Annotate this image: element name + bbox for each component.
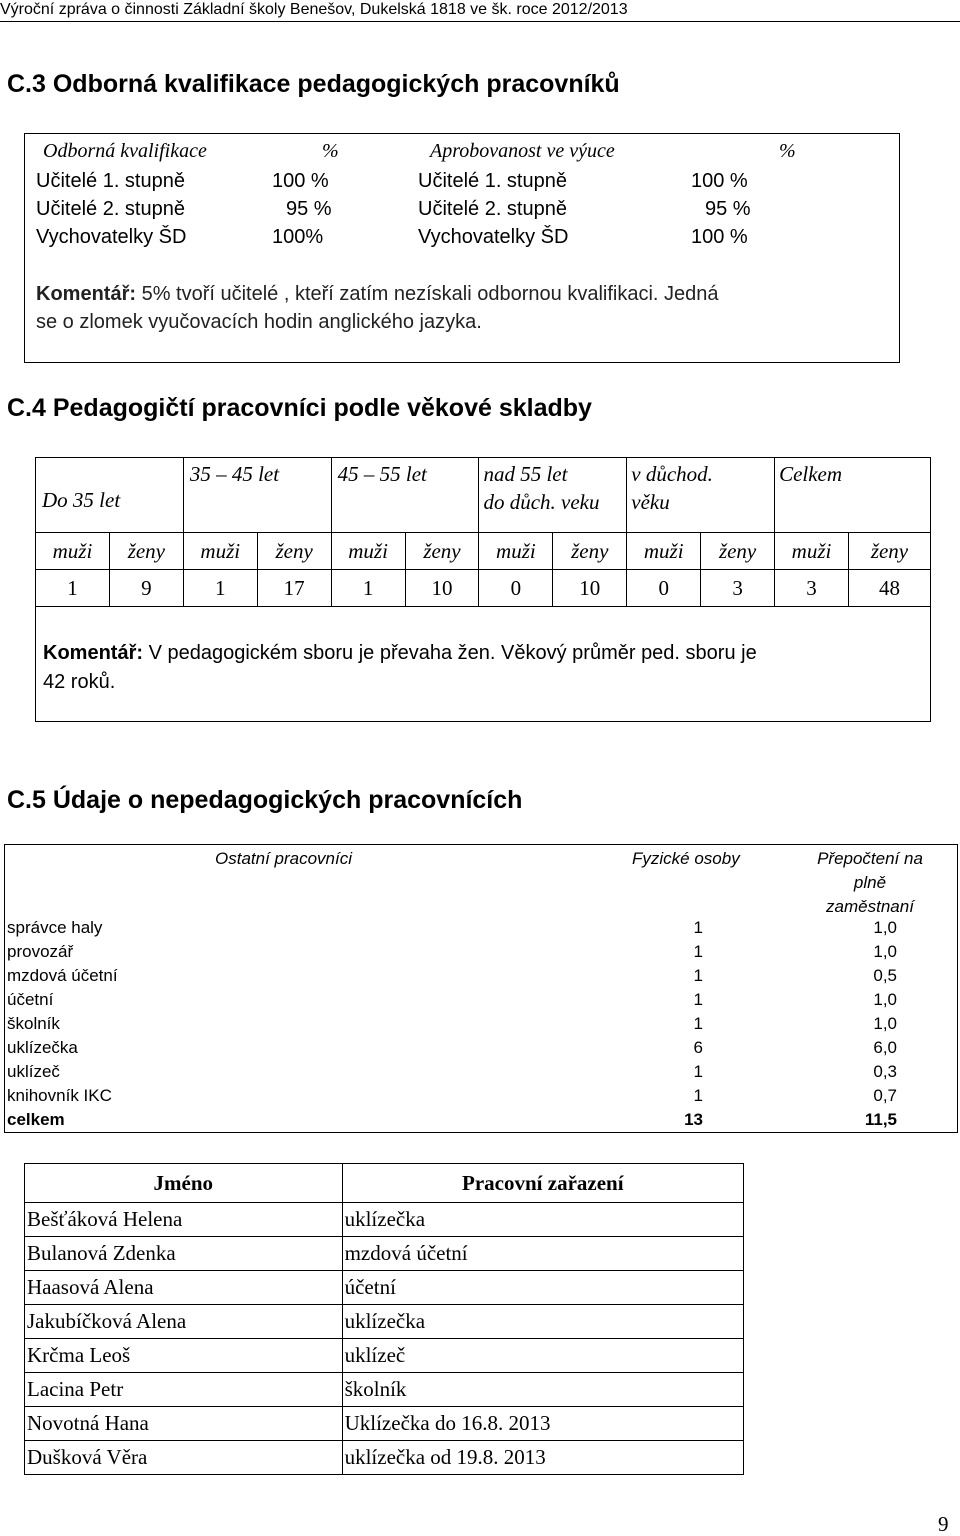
c3-row-label2: Učitelé 2. stupně [418,198,567,220]
c5-header-fte-line2: plně [853,873,887,892]
c3-row-label2: Vychovatelky ŠD [418,226,569,248]
table-row [25,1237,744,1271]
table-row [25,1339,744,1373]
c5-fte: 0,3 [873,1062,897,1081]
c4-gender-cell: ženy [553,533,627,570]
c4-gender-cell: muži [183,533,257,570]
c4-group-label: Celkem [779,462,843,486]
c5-persons: 1 [693,990,703,1009]
c4-group-label: 35 – 45 let [189,462,280,486]
table-row [25,1271,744,1305]
c3-header-pct2: % [779,140,796,162]
c5-role: uklízeč [7,1062,60,1081]
page-number: 9 [938,1512,949,1536]
table-row [5,1012,957,1036]
names-position: uklízeč [342,1339,743,1373]
c3-row-label: Vychovatelky ŠD [36,226,187,248]
c5-header-fte-line1: Přepočtení na [817,849,923,868]
c4-gender-cell: ženy [257,533,331,570]
c4-value-cell: 17 [257,570,331,607]
c5-persons: 1 [693,1014,703,1033]
c5-fte: 6,0 [873,1038,897,1057]
c4-value-cell: 3 [775,570,849,607]
c4-gender-cell: muži [627,533,701,570]
c4-group-45-55 [331,458,479,533]
c3-header-qualification: Odborná kvalifikace [43,140,207,162]
c5-total-persons: 13 [684,1110,703,1129]
c4-gender-row [36,533,931,570]
c5-staff-table [5,916,957,1132]
c4-value-cell: 48 [848,570,930,607]
c5-role: školník [7,1014,60,1033]
c4-group-35-45 [183,458,331,533]
c5-total-fte: 11,5 [864,1110,897,1129]
c4-values-row [36,570,931,607]
c4-value-cell: 3 [701,570,775,607]
c4-group-label: Do 35 let [42,488,121,512]
c3-row-label2: Učitelé 1. stupně [418,170,567,192]
c4-group-total [775,458,931,533]
c4-group-row [36,458,931,533]
table-row [5,988,957,1012]
c4-value-cell: 1 [36,570,110,607]
c5-persons: 1 [693,918,703,937]
c5-role: uklízečka [7,1038,78,1057]
table-row [5,916,957,940]
names-position: uklízečka [342,1203,743,1237]
running-header [0,0,960,22]
c4-comment-label: Komentář: [43,642,144,664]
section-heading-c5: C.5 Údaje o nepedagogických pracovnících [7,786,523,814]
c4-gender-cell: muži [331,533,405,570]
c5-header-persons: Fyzické osoby [632,849,740,868]
c5-persons: 1 [693,1086,703,1105]
c3-header-approbation: Aprobovanost ve výuce [430,140,615,162]
c5-persons: 1 [693,966,703,985]
c3-row-label: Učitelé 2. stupně [36,198,185,220]
c4-age-table [35,457,931,607]
c4-value-cell: 10 [553,570,627,607]
c4-group-label: nad 55 let [483,462,568,486]
c4-gender-cell: muži [775,533,849,570]
c3-comment-text: 5% tvoří učitelé , kteří zatím nezískali odbornou kvalifikaci. Jedná [136,283,719,305]
c4-value-cell: 1 [331,570,405,607]
c5-persons: 1 [693,1062,703,1081]
c5-fte: 1,0 [873,942,897,961]
c5-role: správce haly [7,918,103,937]
names-name: Jakubíčková Alena [25,1305,343,1339]
table-row [25,1203,744,1237]
c5-fte: 1,0 [873,918,897,937]
c4-gender-cell: ženy [405,533,479,570]
names-name: Haasová Alena [25,1271,343,1305]
c5-fte: 1,0 [873,1014,897,1033]
table-row [25,1407,744,1441]
running-header-title: Výroční zpráva o činnosti Základní školy Benešov, Dukelská 1818 ve šk. roce 2012/2013 [0,1,628,18]
c4-group-label: 45 – 55 let [337,462,427,486]
c5-role: provozář [7,942,74,961]
c5-persons: 6 [693,1038,703,1057]
section-heading-c4: C.4 Pedagogičtí pracovníci podle věkové skladby [7,394,592,422]
c5-header-staff: Ostatní pracovníci [215,849,353,868]
names-position: Uklízečka do 16.8. 2013 [342,1407,743,1441]
table-row [5,1036,957,1060]
names-name: Dušková Věra [25,1441,343,1475]
names-header-row [25,1164,744,1203]
names-position: uklízečka [342,1305,743,1339]
names-position: účetní [342,1271,743,1305]
c4-gender-cell: ženy [109,533,183,570]
c4-gender-cell: ženy [701,533,775,570]
c4-comment-line2: 42 roků. [43,671,116,693]
c4-gender-cell: ženy [848,533,930,570]
c5-fte: 0,5 [873,966,897,985]
c3-row-pct: 100 % [272,170,329,192]
table-row [25,1373,744,1407]
c4-group-label: do důch. veku [483,490,600,514]
c4-group-label: věku [631,490,670,514]
c4-comment-text: V pedagogickém sboru je převaha žen. Věkový průměr ped. sboru je [143,642,757,664]
c4-group-retired [627,458,775,533]
c5-role: mzdová účetní [7,966,118,985]
c4-value-cell: 10 [405,570,479,607]
c5-total-row [5,1108,957,1132]
names-name: Novotná Hana [25,1407,343,1441]
names-position: školník [342,1373,743,1407]
c3-row-pct: 95 % [286,198,332,220]
names-header-name: Jméno [25,1164,343,1203]
names-name: Lacina Petr [25,1373,343,1407]
c3-comment-line2: se o zlomek vyučovacích hodin anglického jazyka. [36,311,482,333]
names-name: Bulanová Zdenka [25,1237,343,1271]
c3-qualification-box [24,133,900,363]
c3-comment-label: Komentář: [36,283,137,305]
c5-header-fte-line3: zaměstnaní [826,897,914,916]
c4-comment-line1 [43,641,757,665]
c4-age-table-box [35,457,931,722]
c4-gender-cell: muži [36,533,110,570]
c3-row-pct2: 95 % [705,198,751,220]
c4-value-cell: 0 [627,570,701,607]
c5-role: knihovník IKC [7,1086,112,1105]
names-table [24,1163,744,1475]
c4-gender-cell: muži [479,533,553,570]
c3-row-label: Učitelé 1. stupně [36,170,185,192]
c4-group-label: v důchod. [631,462,713,486]
c5-total-role: celkem [7,1110,65,1129]
table-row [5,1084,957,1108]
c3-row-pct2: 100 % [691,226,748,248]
c3-comment-line1 [36,282,719,306]
table-row [5,1060,957,1084]
names-position: uklízečka od 19.8. 2013 [342,1441,743,1475]
table-row [25,1441,744,1475]
c3-header-pct: % [322,140,339,162]
c4-group-over55 [479,458,627,533]
c5-persons: 1 [693,942,703,961]
c4-group-under35 [36,458,184,533]
table-row [5,964,957,988]
names-position: mzdová účetní [342,1237,743,1271]
c5-fte: 0,7 [873,1086,897,1105]
c5-staff-table-box [4,844,958,1133]
table-row [25,1305,744,1339]
c4-value-cell: 1 [183,570,257,607]
c4-value-cell: 0 [479,570,553,607]
names-header-position: Pracovní zařazení [342,1164,743,1203]
c3-row-pct: 100% [272,226,324,248]
c5-fte: 1,0 [873,990,897,1009]
c3-row-pct2: 100 % [691,170,748,192]
c5-header-fte [805,847,935,919]
c4-value-cell: 9 [109,570,183,607]
names-name: Bešťáková Helena [25,1203,343,1237]
section-heading-c3: C.3 Odborná kvalifikace pedagogických pracovníků [7,70,620,98]
table-row [5,940,957,964]
c5-role: účetní [7,990,54,1009]
names-name: Krčma Leoš [25,1339,343,1373]
